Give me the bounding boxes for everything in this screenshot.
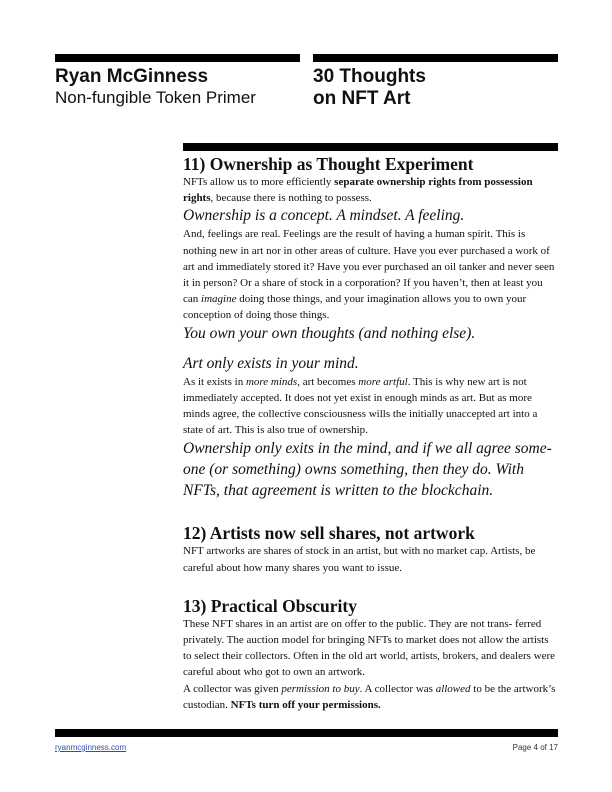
text-run: to be the artwork’s custodian. [183, 682, 556, 711]
bold-text: separate ownership rights from possession rights [183, 176, 533, 205]
italic-text: more minds [245, 375, 298, 388]
section-rule [183, 143, 558, 151]
section-13-heading: 13) Practical Obscurity [183, 595, 357, 616]
document-title [313, 66, 426, 110]
text-run: As it exists in [183, 375, 246, 388]
section-11-paragraph-3 [183, 374, 559, 439]
text-run: NFTs allow us to more efficiently [183, 176, 335, 188]
italic-text: more artful [358, 375, 408, 388]
text-run: . A collector was [359, 682, 436, 695]
header-rule-right [313, 54, 558, 62]
title-line-2: on NFT Art [313, 88, 411, 109]
section-12-paragraph-1: NFT artworks are shares of stock in an artist, but with no market cap. Artists, be careful about how many shares you want to issue. [183, 545, 536, 574]
text-run: , art becomes [297, 375, 359, 388]
spacer [183, 501, 559, 523]
footer-website-link[interactable]: ryanmcginness.com [55, 743, 127, 752]
page-number: Page 4 of 17 [512, 743, 558, 752]
italic-text: permission to buy [281, 682, 360, 695]
text-run: And, feelings are real. Feelings are the result of having a human spirit. This is nothing new in art nor in other areas of culture. Have you ever purchased a work of art and immediately stored it? Have you ever purchased an oil tanker and never seen it in person? Or a share of stock in a corporation? If you haven’t, then at least you can [183, 228, 555, 306]
section-11-quote-3: Art only exists in your mind. [183, 354, 359, 372]
title-line-1: 30 Thoughts [313, 66, 426, 87]
text-run: . This is why new art is not immediately accepted. It does not yet exist in enough minds as art. But as more minds agree, the collective consciousness wills the initially unaccepted art into a state of art. This is also true of ownership. [183, 375, 538, 437]
italic-text: imagine [201, 293, 237, 306]
text-run: A collector was given [183, 682, 282, 695]
author-name: Ryan McGinness [55, 66, 209, 87]
header-rule-left [55, 54, 300, 62]
section-11-heading: 11) Ownership as Thought Experiment [183, 154, 474, 174]
section-12-heading: 12) Artists now sell shares, not artwork [183, 523, 475, 544]
section-11-quote-1: Ownership is a concept. A mindset. A feeling. [183, 207, 465, 225]
header-left [55, 66, 256, 109]
italic-text: allowed [435, 682, 471, 695]
spacer [183, 576, 559, 596]
section-13-paragraph-2 [183, 681, 559, 713]
section-11-paragraph-2 [183, 226, 559, 323]
section-13-paragraph-1: These NFT shares in an artist are on offer to the public. They are not trans- ferred privately. The auction model for bringing NFTs to market does not allow the artists to select their collectors. Often in the old art world, artists, brokers, and dealers were careful about who got to own an artwork. [183, 617, 556, 679]
text-run: , because there is nothing to possess. [210, 192, 372, 205]
spacer [183, 344, 559, 354]
bold-text: NFTs turn off your permissions. [230, 698, 381, 711]
section-11-quote-4: Ownership only exits in the mind, and if we all agree some- one (or something) owns something, then they do. With NFTs, that agreement is written to the blockchain. [183, 440, 552, 500]
section-11-paragraph-1 [183, 174, 559, 206]
text-run: doing those things, and your imagination allows you to own your conception of doing those things. [183, 293, 527, 322]
main-content [183, 154, 559, 713]
footer-rule [55, 729, 558, 737]
section-11-quote-2: You own your own thoughts (and nothing else). [183, 324, 476, 342]
document-subtitle: Non-fungible Token Primer [55, 88, 256, 107]
